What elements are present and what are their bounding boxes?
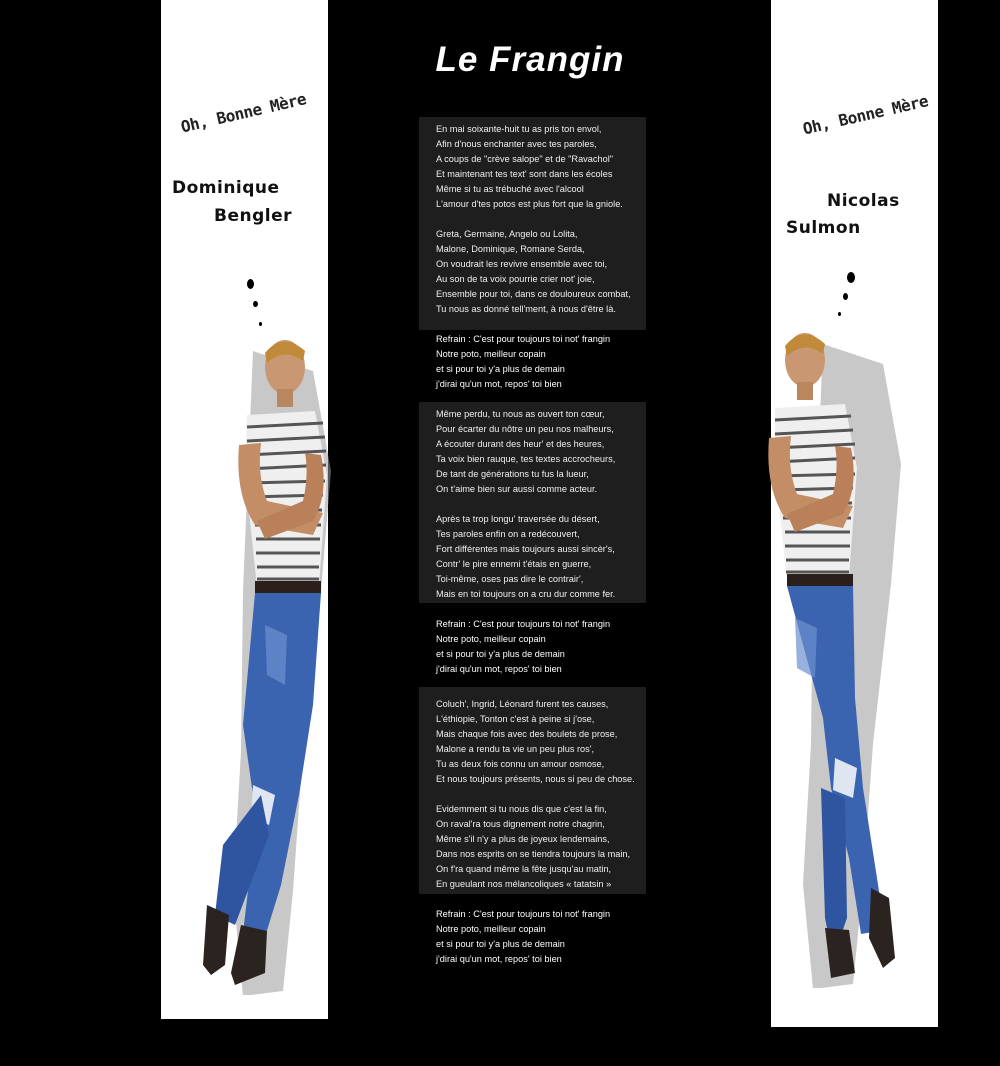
lyric-line: Mais chaque fois avec des boulets de prose, (436, 729, 618, 739)
verse-block-2 (419, 402, 646, 603)
refrain-line: et si pour toi y'a plus de demain (436, 364, 565, 374)
right-name-first: Nicolas (827, 191, 900, 211)
lyric-line: Après ta trop longu' traversée du désert, (436, 514, 600, 524)
thought-bubble-medium (843, 293, 848, 300)
lyric-line: Ensemble pour toi, dans ce douloureux combat, (436, 289, 631, 299)
refrain-line: Notre poto, meilleur copain (436, 924, 546, 934)
lyric-line: Même si tu as trébuché avec l'alcool (436, 184, 584, 194)
lyric-line: Ta voix bien rauque, tes textes accrocheurs, (436, 454, 616, 464)
page-title: Le Frangin (435, 40, 625, 79)
refrain-line: Refrain : C'est pour toujours toi not' frangin (436, 619, 611, 629)
right-man-figure-image (765, 318, 905, 988)
refrain-line: et si pour toi y'a plus de demain (436, 649, 565, 659)
refrain-line: Notre poto, meilleur copain (436, 349, 546, 359)
lyric-line: En gueulant nos mélancoliques « tatatsin » (436, 879, 612, 889)
lyric-line: Tes paroles enfin on a redécouvert, (436, 529, 580, 539)
refrain-line: Refrain : C'est pour toujours toi not' frangin (436, 909, 611, 919)
lyric-line: L'éthiopie, Tonton c'est à peine si j'ose, (436, 714, 595, 724)
lyric-line: Evidemment si tu nous dis que c'est la fin, (436, 804, 607, 814)
left-slogan: Oh, Bonne Mère (179, 89, 308, 137)
refrain-line: et si pour toi y'a plus de demain (436, 939, 565, 949)
refrain-block-2 (436, 617, 610, 677)
lyric-line: A écouter durant des heur' et des heures, (436, 439, 605, 449)
lyric-line: Contr' le pire ennemi t'étais en guerre, (436, 559, 592, 569)
lyric-line: Malone, Dominique, Romane Serda, (436, 244, 585, 254)
thought-bubble-large (247, 279, 254, 289)
thought-bubble-small (838, 312, 841, 316)
thought-bubble-medium (253, 301, 258, 307)
lyric-line-blank (419, 787, 646, 802)
lyric-line: Fort différentes mais toujours aussi sincèr's, (436, 544, 615, 554)
lyric-line: Même s'il n'y a plus de joyeux lendemains, (436, 834, 610, 844)
lyric-line: Mais en toi toujours on a cru dur comme fer. (436, 589, 616, 599)
lyric-line-blank (419, 212, 646, 227)
lyric-line: Et nous toujours présents, nous si peu de chose. (436, 774, 635, 784)
lyric-line: Dans nos esprits on se tiendra toujours la main, (436, 849, 631, 859)
left-name-last: Bengler (214, 206, 292, 226)
lyric-line: On voudrait les revivre ensemble avec toi, (436, 259, 608, 269)
lyric-line: Pour écarter du nôtre un peu nos malheurs, (436, 424, 614, 434)
refrain-line: j'dirai qu'un mot, repos' toi bien (436, 664, 562, 674)
right-slogan: Oh, Bonne Mère (801, 91, 930, 139)
refrain-block-1 (436, 332, 610, 392)
lyric-line: Malone a rendu ta vie un peu plus ros', (436, 744, 595, 754)
refrain-block-3 (436, 907, 610, 967)
lyric-line: Tu as deux fois connu un amour osmose, (436, 759, 605, 769)
lyric-line-blank (419, 497, 646, 512)
refrain-line: Refrain : C'est pour toujours toi not' frangin (436, 334, 611, 344)
refrain-line: Notre poto, meilleur copain (436, 634, 546, 644)
refrain-line: j'dirai qu'un mot, repos' toi bien (436, 954, 562, 964)
lyric-line: On f'ra quand même la fête jusqu'au matin, (436, 864, 612, 874)
left-man-figure-image (195, 325, 335, 995)
lyric-line: Coluch', Ingrid, Léonard furent tes causes, (436, 699, 609, 709)
lyric-line: Toi-même, oses pas dire le contrair', (436, 574, 584, 584)
lyric-line: Au son de ta voix pourrie crier not' joie, (436, 274, 595, 284)
lyric-line: Afin d'nous enchanter avec tes paroles, (436, 139, 597, 149)
lyric-line: Et maintenant tes text' sont dans les écoles (436, 169, 613, 179)
lyric-line: Tu nous as donné tell'ment, à nous d'être là. (436, 304, 616, 314)
lyric-line: On raval'ra tous dignement notre chagrin, (436, 819, 605, 829)
verse-block-1 (419, 117, 646, 330)
lyric-line: Même perdu, tu nous as ouvert ton cœur, (436, 409, 605, 419)
lyric-line: Greta, Germaine, Angelo ou Lolita, (436, 229, 578, 239)
verse-block-3 (419, 687, 646, 894)
lyric-line: En mai soixante-huit tu as pris ton envol, (436, 124, 602, 134)
refrain-line: j'dirai qu'un mot, repos' toi bien (436, 379, 562, 389)
lyric-line: De tant de générations tu fus la lueur, (436, 469, 589, 479)
left-name-first: Dominique (172, 178, 280, 198)
lyric-line: A coups de "crève salope" et de "Ravachol" (436, 154, 613, 164)
lyric-line: On t'aime bien sur aussi comme acteur. (436, 484, 598, 494)
lyric-line: L'amour d'tes potos est plus fort que la gniole. (436, 199, 623, 209)
right-name-last: Sulmon (786, 218, 861, 238)
thought-bubble-large (847, 272, 855, 283)
